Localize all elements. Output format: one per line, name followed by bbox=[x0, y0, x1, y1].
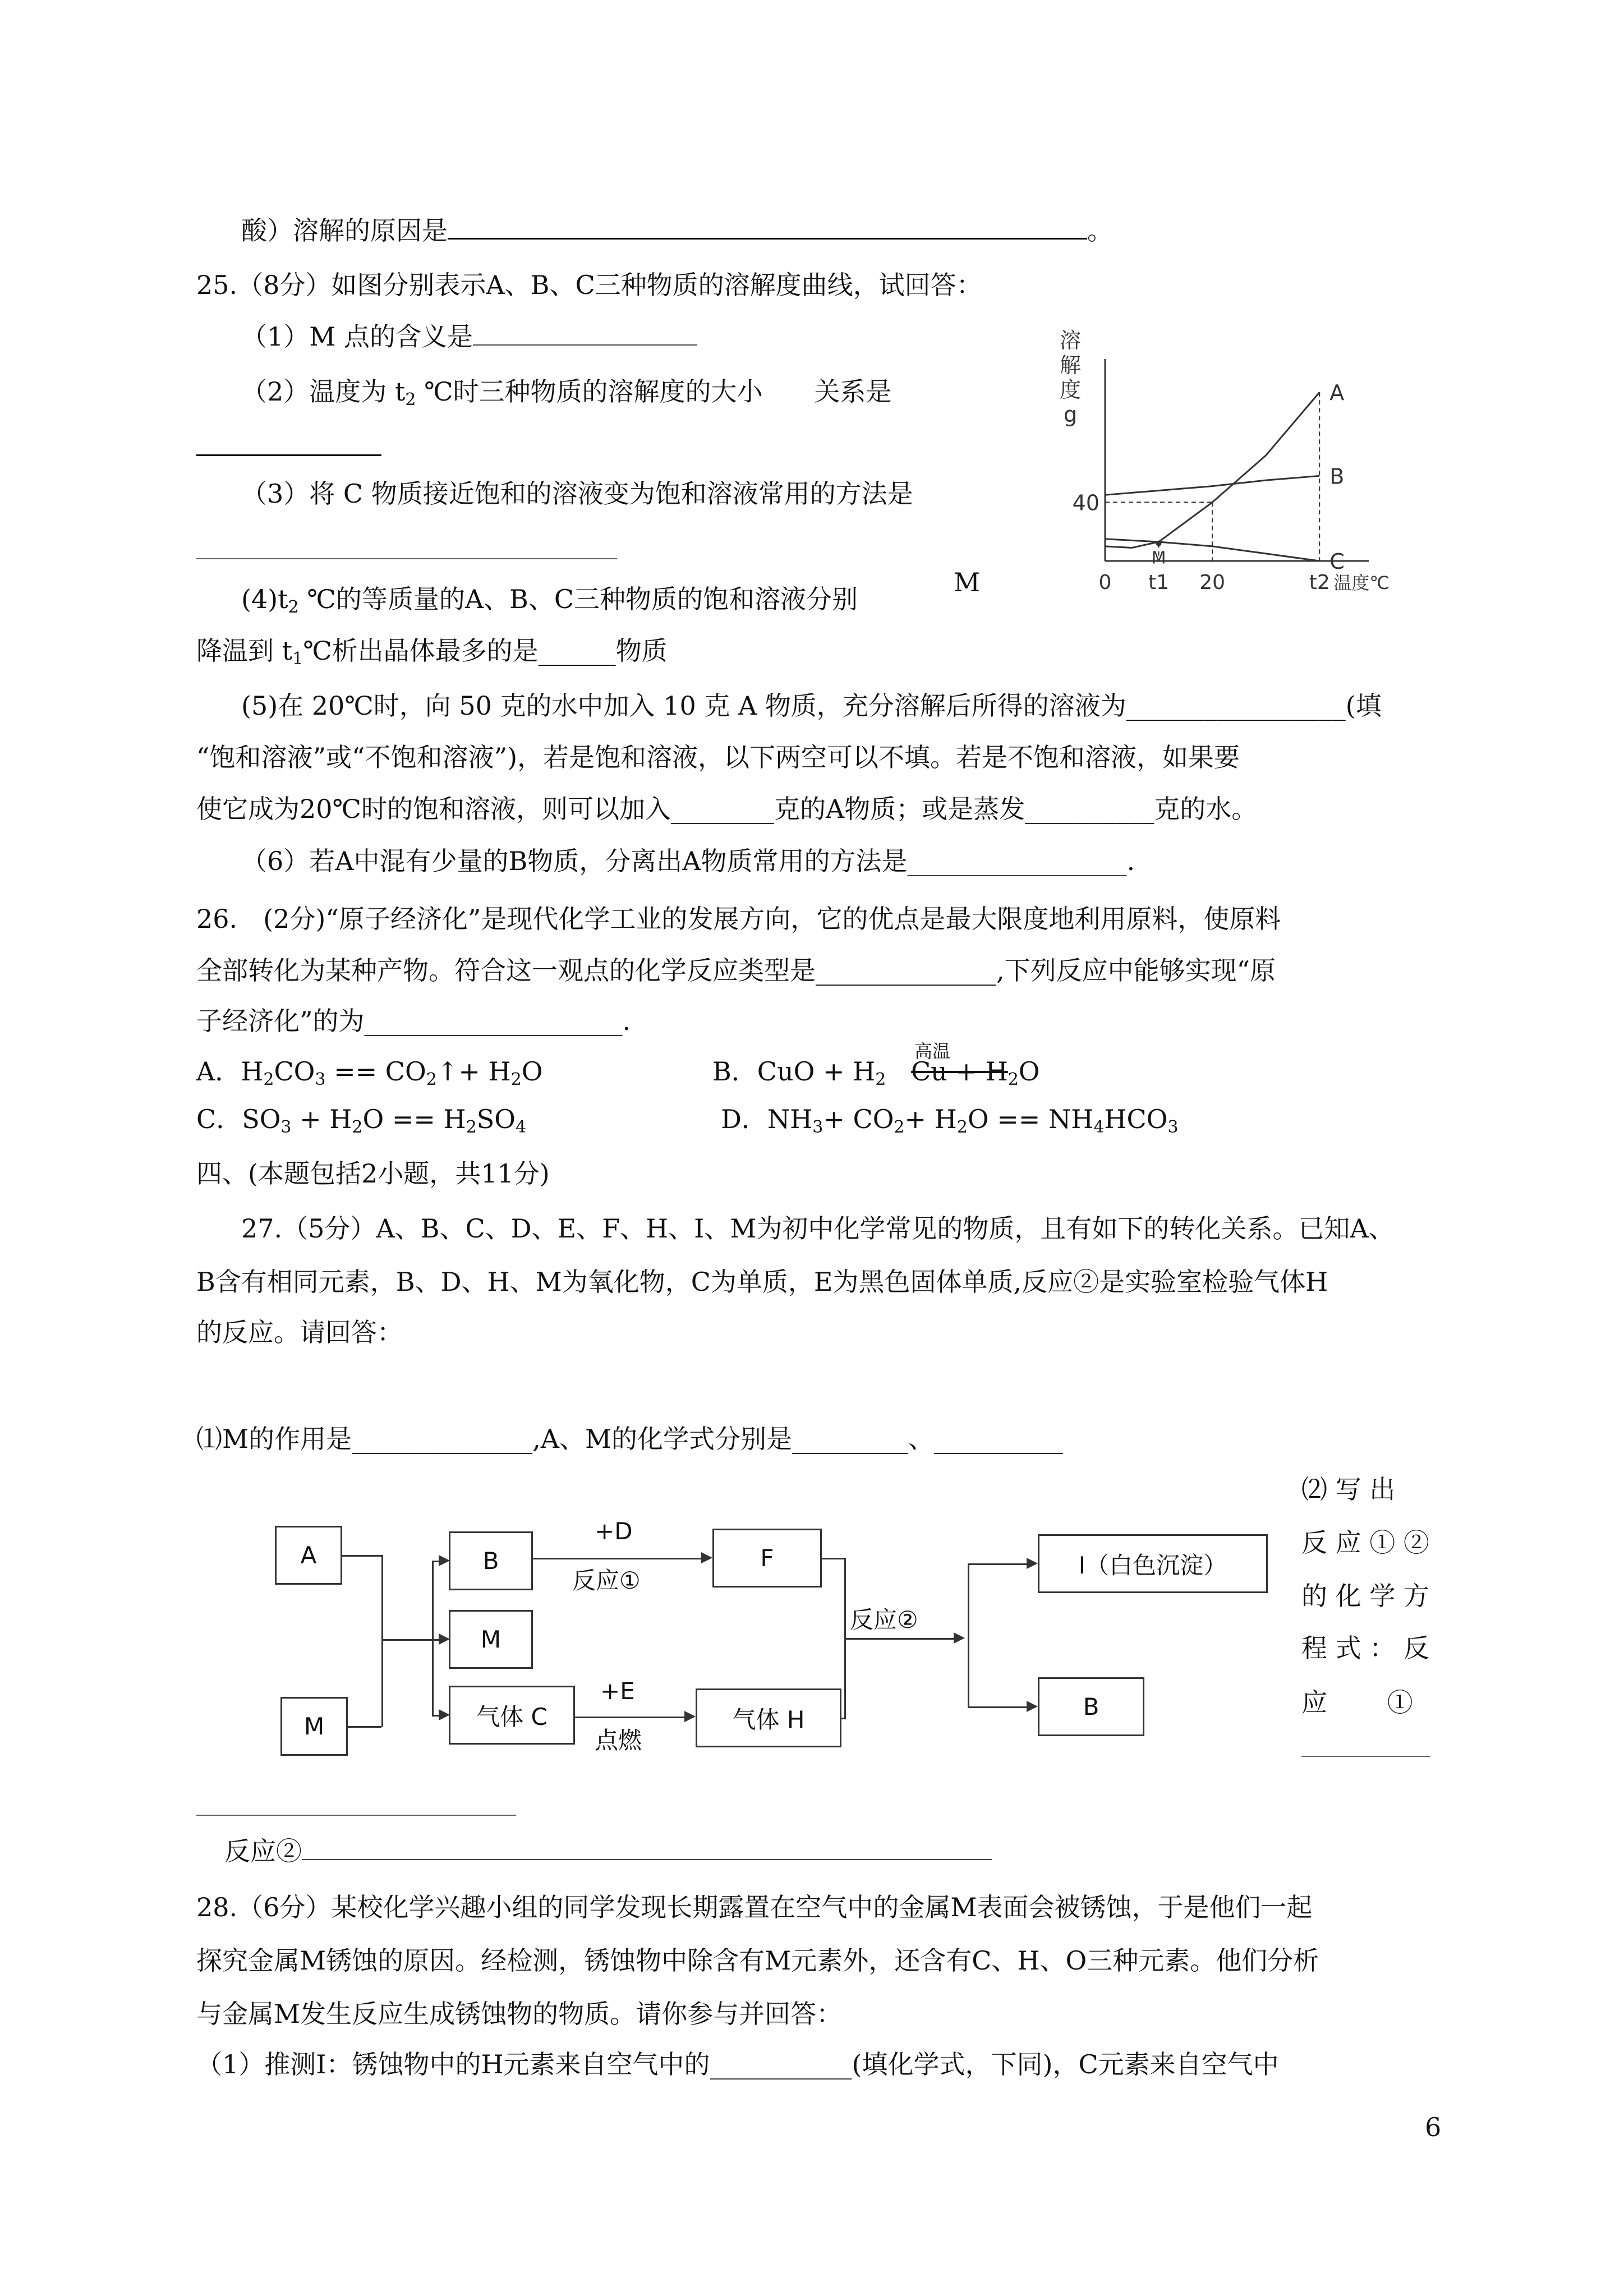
q25-part4b: 降温到 $t_1℃$析出晶体最多的是______物质 bbox=[196, 636, 668, 669]
x-tick-label: 20 bbox=[1199, 571, 1226, 594]
q25-part4a: $(4)t_2$ ℃的等质量的A、B、C三种物质的饱和溶液分别 bbox=[241, 584, 858, 617]
q27-line3: 的反应。请回答： bbox=[196, 1317, 403, 1347]
connector bbox=[968, 1563, 969, 1706]
arrow bbox=[1027, 1701, 1038, 1712]
box-b-product: B bbox=[1038, 1677, 1144, 1736]
y-axis-label-char: 溶 bbox=[1059, 328, 1082, 353]
q27-right-3: 的 化 学 方 bbox=[1301, 1581, 1429, 1611]
connector bbox=[342, 1555, 381, 1557]
option-a[interactable]: A．$H_2CO_3$ == $CO_2↑+ H_2O$ bbox=[196, 1056, 543, 1089]
reaction-1-label: 反应① bbox=[572, 1567, 641, 1594]
connector bbox=[381, 1639, 432, 1641]
solubility-chart bbox=[1055, 325, 1402, 600]
connector bbox=[844, 1638, 956, 1640]
box-gas-c: 气体 C bbox=[449, 1686, 575, 1745]
q27-line2: B含有相同元素，B、D、H、M为氧化物，C为单质，E为黑色固体单质,反应②是实验室检验气体H bbox=[196, 1267, 1328, 1297]
y-tick-label: 40 bbox=[1072, 490, 1099, 516]
box-gas-h: 气体 H bbox=[696, 1688, 841, 1747]
connector bbox=[533, 1558, 701, 1559]
arrow bbox=[439, 1634, 450, 1645]
reagent-plus-e: +E bbox=[600, 1677, 635, 1705]
q25-part5a: (5)在 20℃时，向 50 克的水中加入 10 克 A 物质，充分溶解后所得的溶液为_________________(填 bbox=[241, 691, 1382, 721]
connector bbox=[432, 1715, 439, 1717]
series-C-label: C bbox=[1329, 549, 1345, 574]
series-B-curve bbox=[1105, 476, 1319, 495]
q25-part5b: “饱和溶液”或“不饱和溶液”)，若是饱和溶液，以下两空可以不填。若是不饱和溶液，如果要 bbox=[196, 742, 1240, 772]
connector bbox=[432, 1639, 439, 1641]
arrow bbox=[439, 1555, 450, 1566]
box-b: B bbox=[449, 1531, 533, 1590]
x-tick-label: 0 bbox=[1098, 571, 1112, 594]
q27-line1: 27.（5分）A、B、C、D、E、F、H、I、M为初中化学常见的物质，且有如下的转化关系。已知A、 bbox=[241, 1213, 1395, 1244]
q25-part3: （3）将 C 物质接近饱和的溶液变为饱和溶液常用的方法是 bbox=[241, 478, 913, 509]
option-c[interactable]: C．$SO_3 + H_2O == H_2SO_4$ bbox=[196, 1104, 527, 1137]
arrow bbox=[701, 1552, 712, 1563]
y-axis-label-char: 解 bbox=[1059, 353, 1082, 378]
q27-part1: ⑴M的作用是______________,A、M的化学式分别是_________、__________ bbox=[196, 1424, 1064, 1454]
ignite-label: 点燃 bbox=[595, 1727, 642, 1754]
box-m: M bbox=[280, 1697, 348, 1756]
q25-part1: （1）M 点的含义是 bbox=[241, 320, 697, 353]
y-axis-label-char: 度 bbox=[1059, 378, 1082, 402]
answer-blank[interactable] bbox=[1301, 1756, 1430, 1757]
arrow bbox=[684, 1711, 696, 1722]
answer-blank[interactable] bbox=[196, 1815, 516, 1816]
connector bbox=[432, 1561, 434, 1715]
q26-line2: 全部转化为某种产物。符合这一观点的化学反应类型是______________,下列反应中能够实现“原 bbox=[196, 955, 1276, 986]
reaction-condition: 高温 Cu + H bbox=[910, 1041, 1008, 1087]
reaction-2-label: 反应② bbox=[850, 1606, 918, 1634]
connector bbox=[968, 1563, 1027, 1565]
connector bbox=[432, 1561, 439, 1562]
q28-line3: 与金属M发生反应生成锈蚀物的物质。请你参与并回答： bbox=[196, 1999, 843, 2029]
reagent-plus-d: +D bbox=[595, 1517, 633, 1545]
connector bbox=[348, 1726, 381, 1728]
answer-blank[interactable] bbox=[196, 454, 381, 456]
connector bbox=[575, 1717, 684, 1718]
box-f: F bbox=[712, 1529, 822, 1588]
series-A-label: A bbox=[1329, 380, 1345, 406]
series-A-curve bbox=[1105, 392, 1319, 547]
point-label: M bbox=[1151, 548, 1166, 568]
page-number: 6 bbox=[1425, 2112, 1442, 2142]
q27-reaction2: 反应② bbox=[224, 1834, 992, 1868]
q28-line4: （1）推测Ⅰ：锈蚀物中的H元素来自空气中的___________(填化学式，下同)，C元素来自空气中 bbox=[196, 2049, 1279, 2079]
q25-part5c: 使它成为20℃时的饱和溶液，则可以加入________克的A物质；或是蒸发__________克的水。 bbox=[196, 794, 1258, 824]
q27-right-5: 应 ① bbox=[1301, 1687, 1413, 1718]
answer-blank[interactable] bbox=[196, 558, 617, 559]
x-axis-label: 温度℃ bbox=[1333, 572, 1390, 593]
x-tick-label: t1 bbox=[1148, 571, 1170, 594]
q28-line2: 探究金属M锈蚀的原因。经检测，锈蚀物中除含有M元素外，还含有C、H、O三种元素。他们分析 bbox=[196, 1945, 1319, 1976]
answer-blank[interactable] bbox=[302, 1834, 992, 1860]
y-axis-label-char: g bbox=[1063, 402, 1078, 427]
q27-right-1: ⑵ 写 出 bbox=[1301, 1474, 1396, 1504]
option-b[interactable]: B．CuO + $H_2$ 高温 $Cu + H_2O$ bbox=[712, 1041, 1040, 1089]
q27-right-4: 程 式 ： 反 bbox=[1301, 1633, 1429, 1663]
arrow bbox=[439, 1709, 450, 1720]
box-i-precipitate: I（白色沉淀） bbox=[1038, 1534, 1268, 1593]
q28-line1: 28.（6分）某校化学兴趣小组的同学发现长期露置在空气中的金属M表面会被锈蚀，于是他们一起 bbox=[196, 1892, 1313, 1922]
q25-part2: （2）温度为 $t_2$ ℃时三种物质的溶解度的大小 关系是 bbox=[241, 376, 892, 409]
answer-blank[interactable] bbox=[448, 213, 1087, 240]
section-heading: 四、(本题包括2小题，共11分) bbox=[196, 1158, 550, 1189]
q27-right-2: 反 应 ① ② bbox=[1301, 1527, 1429, 1558]
connector bbox=[381, 1555, 383, 1727]
q25-title: 25.（8分）如图分别表示A、B、C三种物质的溶解度曲线，试回答： bbox=[196, 270, 982, 300]
connector bbox=[822, 1558, 844, 1559]
series-B-label: B bbox=[1329, 464, 1345, 489]
arrow bbox=[1027, 1558, 1038, 1569]
option-d[interactable]: D．$NH_3+ CO_2+ H_2O == NH_4HCO_3$ bbox=[721, 1104, 1179, 1137]
connector bbox=[968, 1706, 1027, 1708]
x-tick-label: t2 bbox=[1309, 571, 1330, 594]
q25-part6: （6）若A中混有少量的B物质，分离出A物质常用的方法是_________________. bbox=[241, 846, 1135, 876]
point-M bbox=[1156, 541, 1162, 546]
arrow bbox=[954, 1632, 965, 1644]
answer-blank[interactable] bbox=[473, 320, 697, 346]
q26-line3: 子经济化”的为____________________. bbox=[196, 1006, 631, 1036]
q26-line1: 26. (2分)“原子经济化”是现代化学工业的发展方向，它的优点是最大限度地利用原料，使原料 bbox=[196, 904, 1281, 934]
box-a: A bbox=[275, 1526, 342, 1585]
box-m-catalyst: M bbox=[449, 1610, 533, 1669]
stray-m-label: M bbox=[954, 567, 981, 597]
acid-dissolve-line: 酸）溶解的原因是 。 bbox=[241, 213, 1113, 247]
